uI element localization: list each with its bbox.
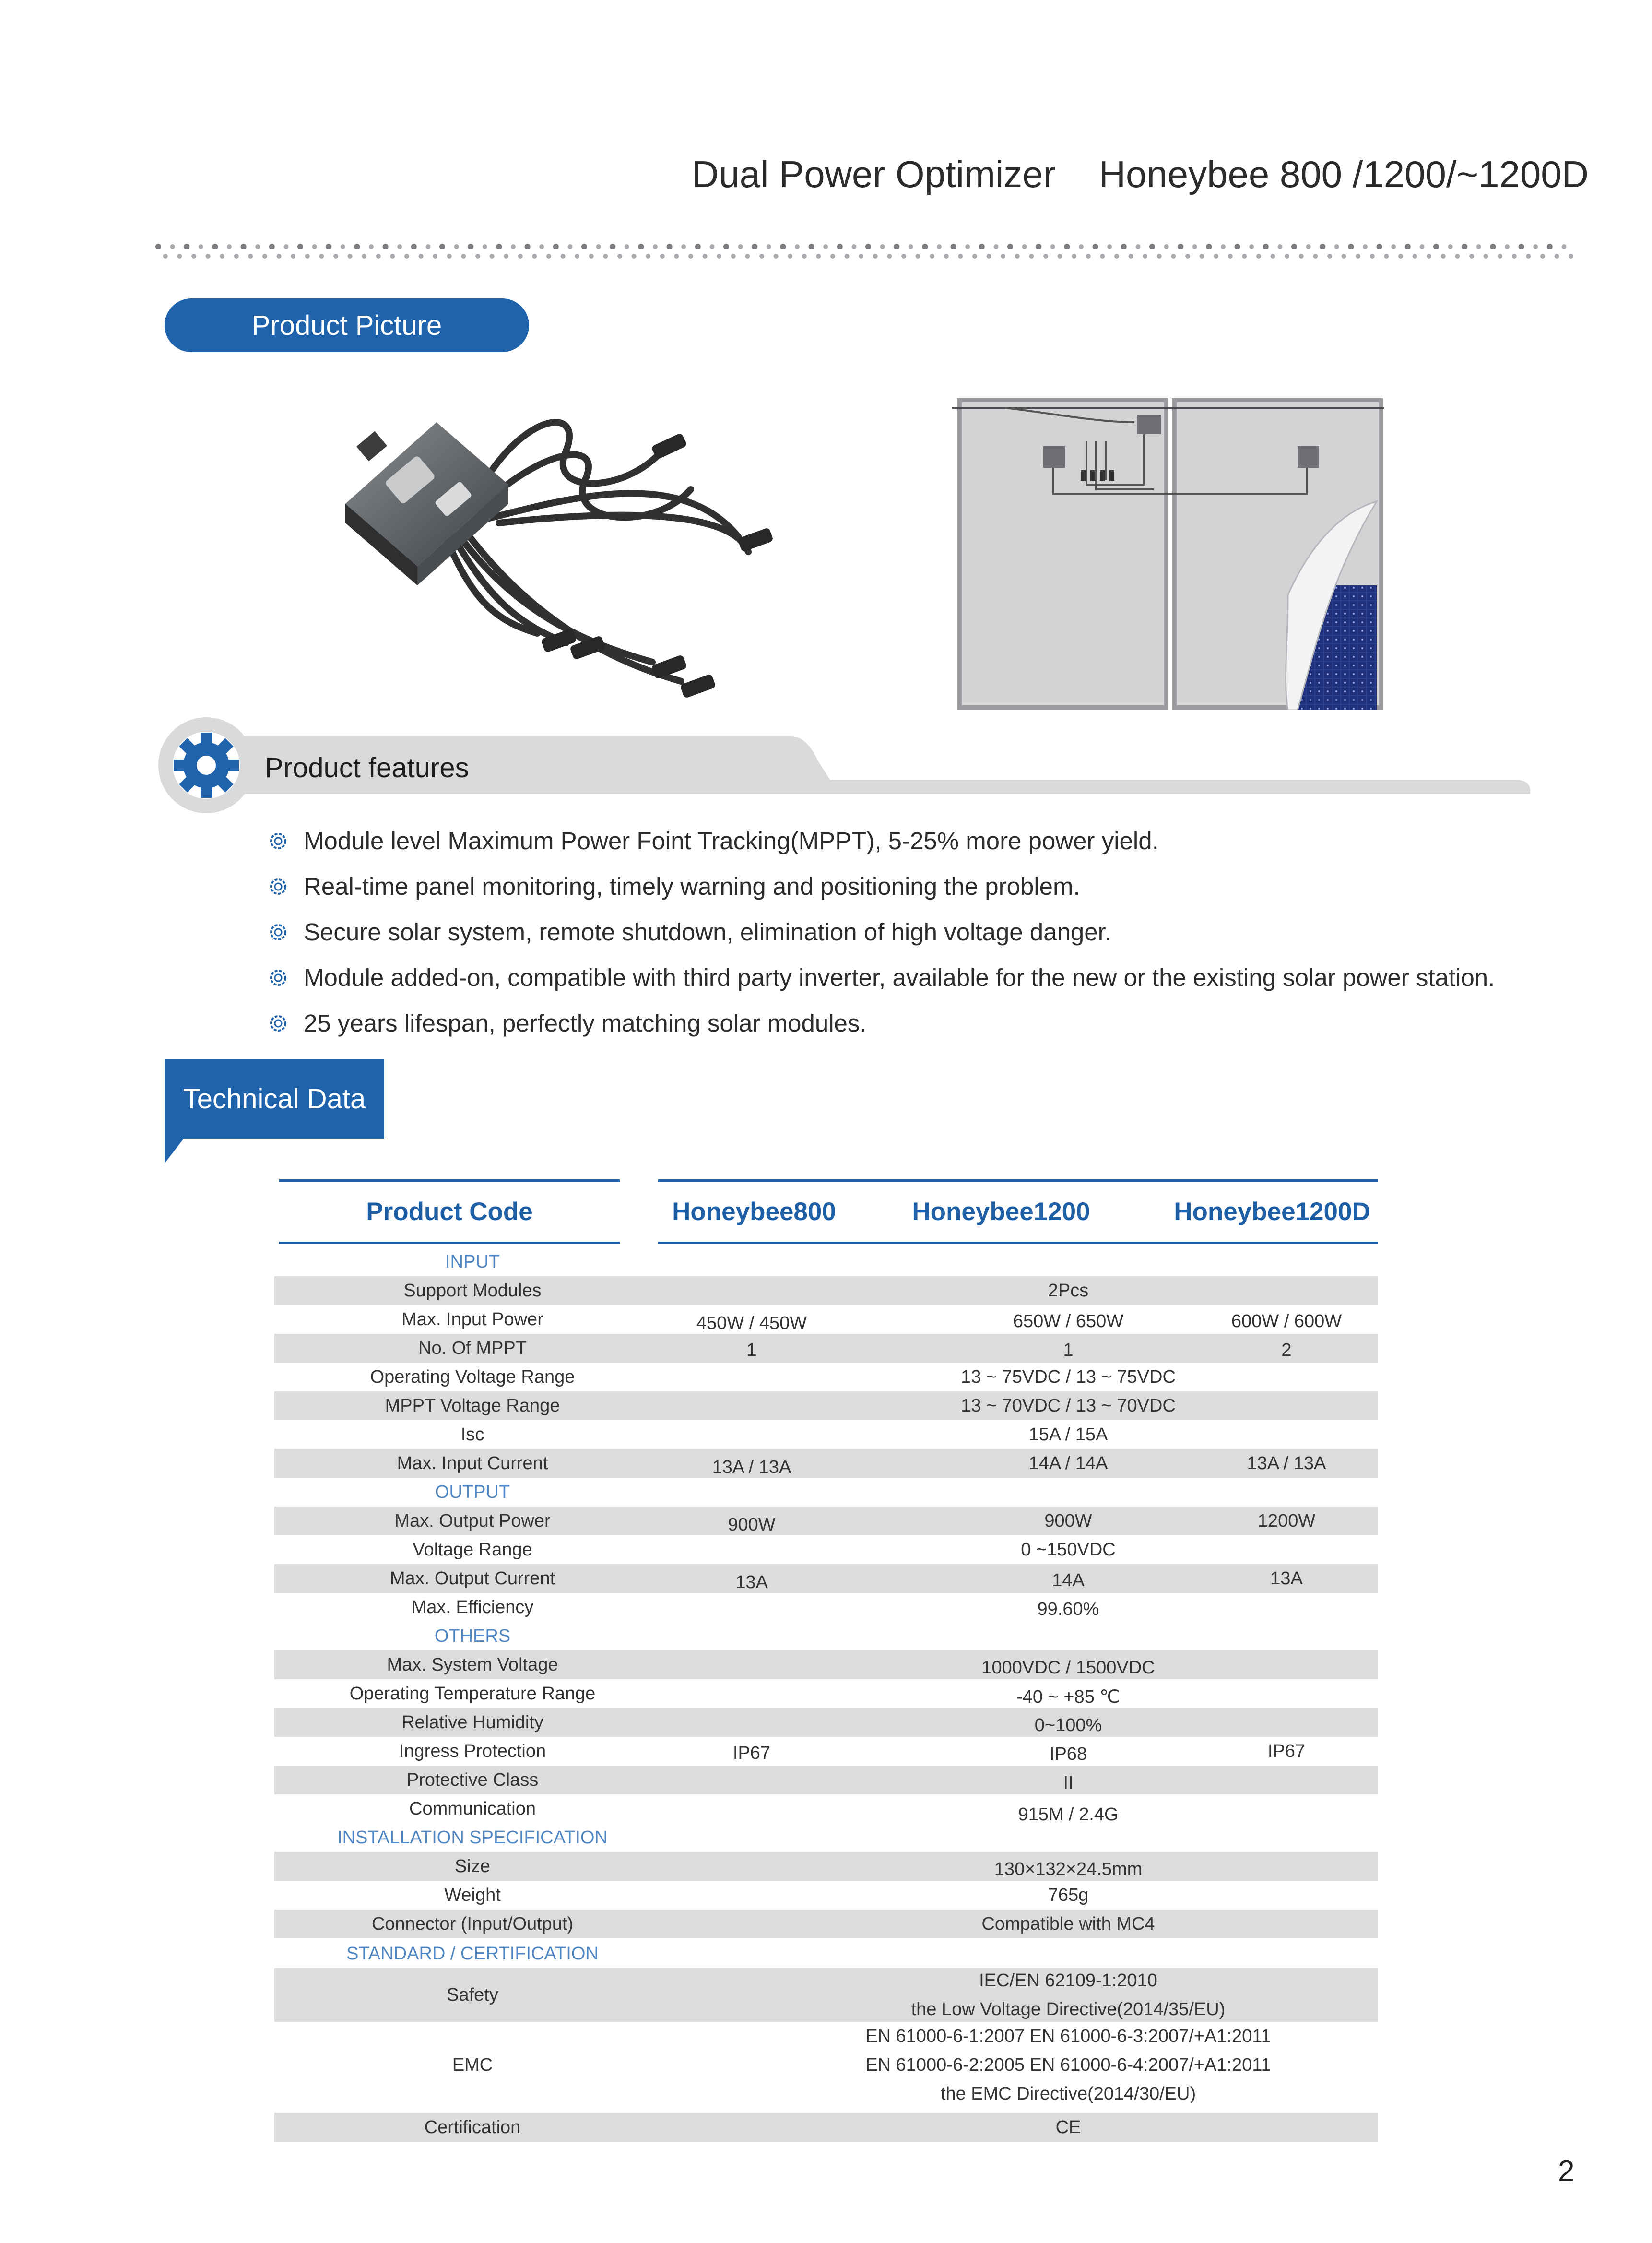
table-row: Safety IEC/EN 62109-1:2010 the Low Voltage Directive(2014/35/EU) [274, 1968, 1378, 2022]
table-row: Max. Output Power 900W 900W 1200W [274, 1507, 1378, 1535]
features-title: Product features [265, 752, 469, 783]
table-row: Max. Efficiency 99.60% [411, 1597, 1099, 1619]
page-number: 2 [1558, 2155, 1575, 2188]
section-input: INPUT [445, 1251, 500, 1272]
section-installation: INSTALLATION SPECIFICATION [337, 1827, 608, 1848]
gear-bullet-icon [266, 875, 290, 899]
table-row: Protective Class II [274, 1766, 1378, 1794]
page-title [692, 153, 1589, 196]
table-row: No. Of MPPT 1 1 2 [274, 1334, 1378, 1363]
table-row: Max. Input Current 13A / 13A 14A / 14A 13A / 13A [274, 1449, 1378, 1478]
list-item: Real-time panel monitoring, timely warning and positioning the problem. [266, 864, 1495, 909]
table-row: Voltage Range 0 ~150VDC [413, 1539, 1116, 1560]
gear-icon [174, 733, 239, 798]
technical-data-label: Technical Data [165, 1059, 384, 1139]
gear-bullet-icon [266, 829, 290, 853]
gear-bullet-icon [266, 966, 290, 990]
dotted-divider [154, 239, 1574, 264]
table-row: Operating Temperature Range -40 ~ +85 ℃ [349, 1683, 1120, 1707]
title-right: Honeybee 800 /1200/~1200D [1098, 153, 1589, 195]
table-row: MPPT Voltage Range 13 ~ 70VDC / 13 ~ 70VDC [274, 1391, 1378, 1420]
gear-bullet-icon [266, 920, 290, 944]
table-row: Support Modules 2Pcs [274, 1276, 1378, 1305]
table-row: Certification CE [274, 2113, 1378, 2142]
solar-panel-diagram [952, 393, 1384, 710]
table-row: Operating Voltage Range 13 ~ 75VDC / 13 ~ 75VDC [370, 1366, 1176, 1387]
col-product-code: Product Code [366, 1198, 533, 1226]
features-list [266, 818, 1495, 1046]
table-row: Ingress Protection IP67 IP68 IP67 [399, 1741, 1306, 1764]
table-row: Max. Input Power 450W / 450W 650W / 650W 600W / 600W [401, 1309, 1342, 1333]
optimizer-product-image [317, 393, 825, 705]
table-row: Size 130×132×24.5mm [274, 1852, 1378, 1881]
list-item: 25 years lifespan, perfectly matching solar modules. [266, 1000, 1495, 1046]
section-standard: STANDARD / CERTIFICATION [346, 1943, 599, 1964]
header-rule-bottom-right [658, 1242, 1378, 1244]
section-others: OTHERS [434, 1626, 511, 1646]
table-row: Connector (Input/Output) Compatible with MC4 [274, 1910, 1378, 1938]
table-row: Max. System Voltage 1000VDC / 1500VDC [274, 1650, 1378, 1679]
header-rule-top-right [658, 1179, 1378, 1182]
table-row: Weight 765g [444, 1885, 1089, 1905]
col-honeybee1200: Honeybee1200 [912, 1198, 1090, 1226]
list-item: Module level Maximum Power Foint Tracking(MPPT), 5-25% more power yield. [266, 818, 1495, 864]
table-row: Max. Output Current 13A 14A 13A [274, 1564, 1378, 1593]
list-item: Module added-on, compatible with third party inverter, available for the new or the existing solar power station. [266, 955, 1495, 1000]
title-left: Dual Power Optimizer [692, 153, 1056, 195]
col-honeybee800: Honeybee800 [672, 1198, 836, 1226]
product-picture-label: Product Picture [165, 298, 529, 352]
section-output: OUTPUT [435, 1482, 510, 1502]
gear-bullet-icon [266, 1011, 290, 1035]
header-rule-bottom-left [279, 1242, 620, 1244]
table-row: Communication 915M / 2.4G [409, 1798, 1119, 1825]
header-rule-top-left [279, 1179, 620, 1182]
col-honeybee1200d: Honeybee1200D [1174, 1198, 1370, 1226]
list-item: Secure solar system, remote shutdown, elimination of high voltage danger. [266, 909, 1495, 955]
technical-tab-tail [165, 1139, 184, 1163]
table-row: EMC EN 61000-6-1:2007 EN 61000-6-3:2007/+A1:2011 EN 61000-6-2:2005 EN 61000-6-4:2007/+A1:2011 the EMC Directive(2014/30/EU) [452, 2026, 1271, 2104]
table-row: Relative Humidity 0~100% [274, 1708, 1378, 1737]
table-row: Isc 15A / 15A [460, 1424, 1108, 1445]
